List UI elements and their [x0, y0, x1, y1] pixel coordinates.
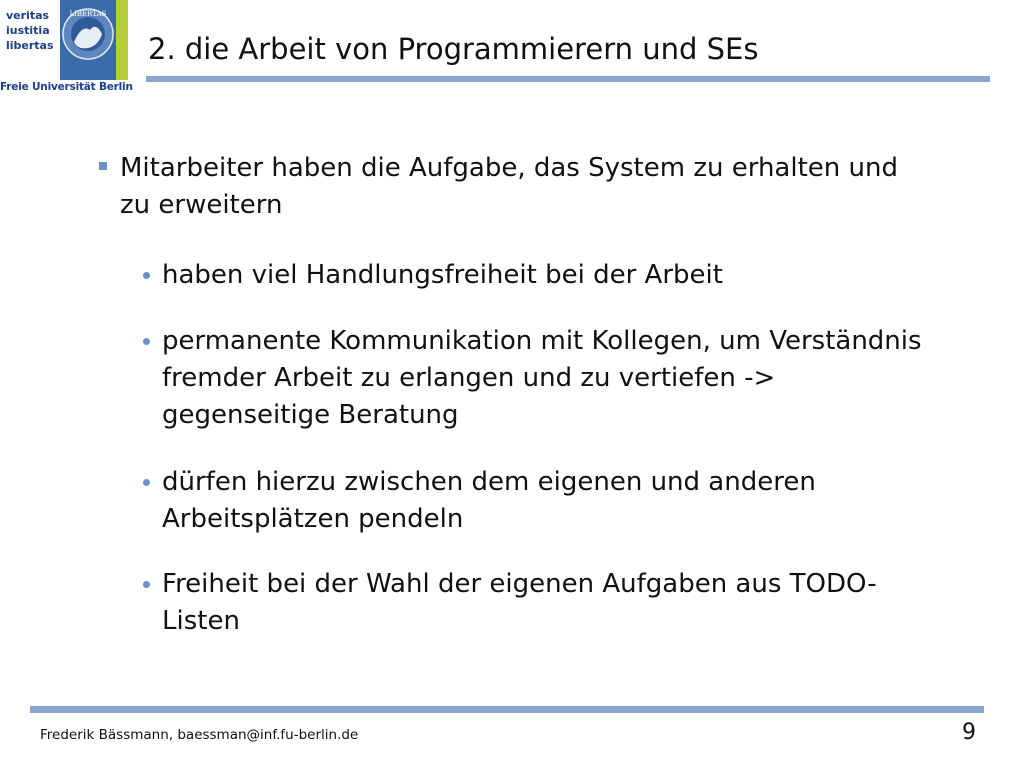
logo-seal-icon [60, 0, 116, 80]
footer-divider [30, 706, 984, 713]
logo-motto-line: iustitia [6, 24, 50, 37]
page-number: 9 [962, 720, 976, 745]
logo-motto [6, 8, 60, 53]
sub-bullet: dürfen hierzu zwischen dem eigenen und anderen Arbeitsplätzen pendeln [162, 467, 816, 534]
logo-motto-line: veritas [6, 9, 50, 22]
university-name: Freie Universität Berlin [0, 81, 133, 93]
sub-bullet: Freiheit bei der Wahl der eigenen Aufgaben aus TODO-Listen [162, 569, 877, 636]
dot-bullet-icon [143, 581, 150, 588]
dot-bullet-icon [143, 272, 150, 279]
university-logo [0, 0, 133, 100]
main-bullet: Mitarbeiter haben die Aufgabe, das System zu erhalten und zu erweitern [120, 153, 898, 220]
dot-bullet-icon [143, 479, 150, 486]
sub-bullet: haben viel Handlungsfreiheit bei der Arbeit [162, 260, 723, 290]
sub-bullet: permanente Kommunikation mit Kollegen, um Verständnis fremder Arbeit zu erlangen und zu vertiefen -> gegenseitige Beratung [162, 326, 922, 430]
logo-green-strip [116, 0, 128, 80]
slide-title: 2. die Arbeit von Programmierern und SEs [148, 32, 759, 66]
logo-motto-line: libertas [6, 39, 54, 52]
seal-text: LIBERTAS [69, 10, 107, 18]
square-bullet-icon [99, 162, 107, 170]
footer-author: Frederik Bässmann, baessman@inf.fu-berlin.de [40, 727, 359, 743]
dot-bullet-icon [143, 338, 150, 345]
title-divider [146, 76, 990, 82]
